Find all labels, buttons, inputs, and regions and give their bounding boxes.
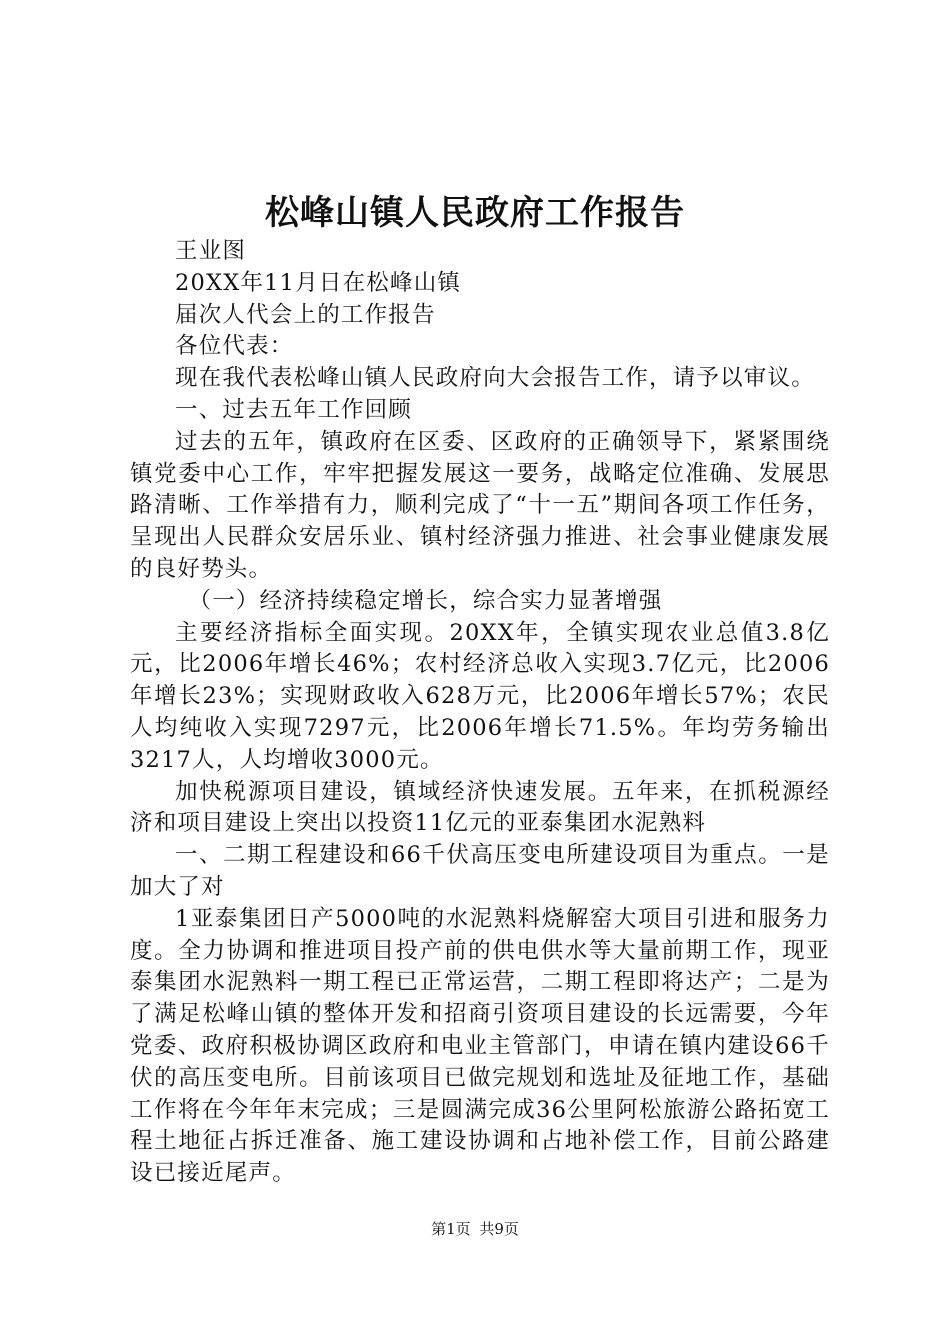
- paragraph: 加快税源项目建设，镇域经济快速发展。五年来，在抓税源经济和项目建设上突出以投资11亿元的亚泰集团水泥熟料: [130, 778, 830, 837]
- paragraph: 现在我代表松峰山镇人民政府向大会报告工作，请予以审议。: [175, 365, 815, 392]
- document-body: [130, 236, 830, 1190]
- paragraph: 一、二期工程建设和66千伏高压变电所建设项目为重点。一是加大了对: [130, 842, 830, 900]
- date-line: 20XX年11月日在松峰山镇: [175, 269, 462, 296]
- meeting-line: 届次人代会上的工作报告: [175, 301, 436, 328]
- paragraph: 主要经济指标全面实现。20XX年，全镇实现农业总值3.8亿元，比2006年增长46%；农村经济总收入实现3.7亿元，比2006年增长23%；实现财政收入628万元，比2006年增长57%；农民人均纯收入实现7297元，比2006年增长71.5%。年均劳务输出3217人，人均增收3000元。: [130, 619, 830, 773]
- salutation: 各位代表：: [175, 333, 294, 360]
- paragraph: 1亚泰集团日产5000吨的水泥熟料烧解窑大项目引进和服务力度。全力协调和推进项目投产前的供电供水等大量前期工作，现亚泰集团水泥熟料一期工程已正常运营，二期工程即将达产；二是为了满足松峰山镇的整体开发和招商引资项目建设的长远需要，今年党委、政府积极协调区政府和电业主管部门，申请在镇内建设66千伏的高压变电所。目前该项目已做完规划和选址及征地工作，基础工作将在今年年末完成；三是圆满完成36公里阿松旅游公路拓宽工程土地征占拆迁准备、施工建设协调和占地补偿工作，目前公路建设已接近尾声。: [130, 905, 830, 1187]
- subsection-heading: （一）经济持续稳定增长，综合实力显著增强: [188, 587, 663, 614]
- paragraph: 过去的五年，镇政府在区委、区政府的正确领导下，紧紧围绕镇党委中心工作，牢牢把握发展这一要务，战略定位准确、发展思路清晰、工作举措有力，顺利完成了“十一五”期间各项工作任务，呈现出人民群众安居乐业、镇村经济强力推进、社会事业健康发展的良好势头。: [130, 428, 830, 582]
- page-number: 第1页: [431, 1220, 471, 1238]
- page-footer: [0, 1218, 950, 1239]
- author-line: 王业图: [175, 238, 247, 264]
- page-total: 共9页: [479, 1220, 519, 1238]
- section-heading: 一、过去五年工作回顾: [175, 396, 413, 423]
- document-title: 松峰山镇人民政府工作报告: [265, 193, 685, 233]
